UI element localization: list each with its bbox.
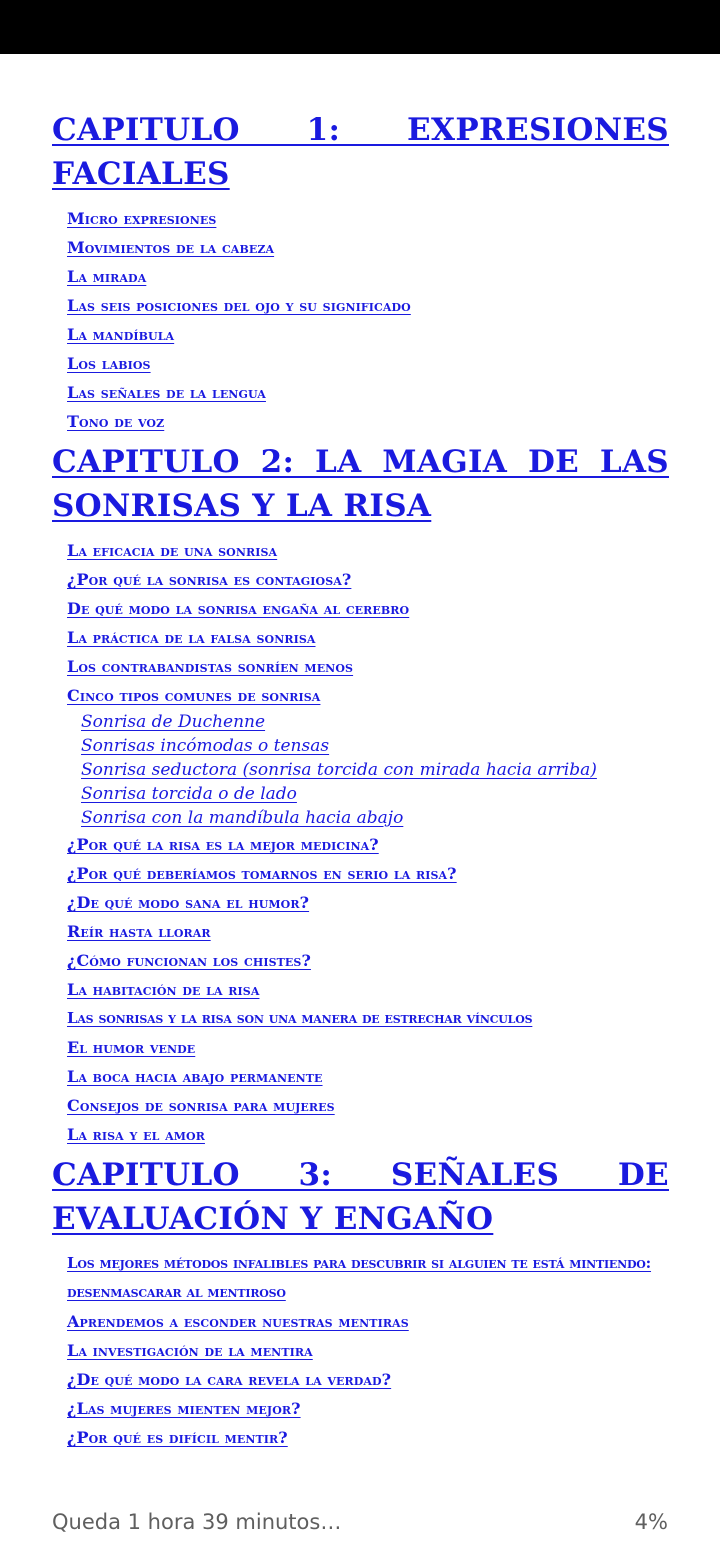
toc-section[interactable]: Consejos de sonrisa para mujeres	[67, 1096, 335, 1115]
toc-section[interactable]: ¿Cómo funcionan los chistes?	[67, 951, 311, 970]
toc-chapter-2[interactable]: CAPITULO 2: LA MAGIA DE LAS SONRISAS Y LA RISA	[52, 444, 669, 524]
toc-section[interactable]: Los mejores métodos infalibles para descubrir si alguien te está mintiendo: desenmascarar al mentiroso	[67, 1254, 652, 1301]
toc-section[interactable]: Tono de voz	[67, 412, 165, 431]
toc-section[interactable]: ¿Por qué la risa es la mejor medicina?	[67, 835, 379, 854]
toc-section[interactable]: La boca hacia abajo permanente	[67, 1067, 323, 1086]
progress-percent: 4%	[634, 1510, 668, 1534]
toc-section[interactable]: La mandíbula	[67, 325, 175, 344]
toc-section[interactable]: La investigación de la mentira	[67, 1341, 313, 1360]
toc-subsection[interactable]: Sonrisa seductora (sonrisa torcida con mirada hacia arriba)	[81, 760, 597, 780]
toc-section[interactable]: Cinco tipos comunes de sonrisa	[67, 686, 321, 705]
toc-section[interactable]: Micro expresiones	[67, 209, 217, 228]
time-remaining: Queda 1 hora 39 minutos…	[52, 1510, 342, 1534]
toc-section[interactable]: La eficacia de una sonrisa	[67, 541, 278, 560]
toc-section[interactable]: ¿Por qué es difícil mentir?	[67, 1428, 288, 1447]
toc-section[interactable]: Las sonrisas y la risa son una manera de estrechar vínculos	[67, 1009, 533, 1027]
toc-subsection[interactable]: Sonrisas incómodas o tensas	[81, 736, 330, 756]
toc-section[interactable]: Los contrabandistas sonríen menos	[67, 657, 354, 676]
toc-section[interactable]: La práctica de la falsa sonrisa	[67, 628, 316, 647]
status-bar	[0, 0, 720, 54]
toc-section[interactable]: Las seis posiciones del ojo y su significado	[67, 296, 411, 315]
toc-section[interactable]: Los labios	[67, 354, 151, 373]
toc-section[interactable]: Movimientos de la cabeza	[67, 238, 275, 257]
toc-section[interactable]: El humor vende	[67, 1038, 196, 1057]
toc-section[interactable]: La mirada	[67, 267, 147, 286]
toc-section[interactable]: La risa y el amor	[67, 1125, 205, 1144]
toc-section[interactable]: De qué modo la sonrisa engaña al cerebro	[67, 599, 410, 618]
toc-subsection[interactable]: Sonrisa de Duchenne	[81, 712, 266, 732]
toc-section[interactable]: Las señales de la lengua	[67, 383, 266, 402]
toc-section[interactable]: ¿Por qué la sonrisa es contagiosa?	[67, 570, 352, 589]
toc-section[interactable]: ¿De qué modo sana el humor?	[67, 893, 310, 912]
toc-subsection[interactable]: Sonrisa con la mandíbula hacia abajo	[81, 808, 404, 828]
toc-section[interactable]: Reír hasta llorar	[67, 922, 211, 941]
toc-section[interactable]: La habitación de la risa	[67, 980, 260, 999]
toc-section[interactable]: Aprendemos a esconder nuestras mentiras	[67, 1312, 409, 1331]
toc-section[interactable]: ¿Por qué deberíamos tomarnos en serio la risa?	[67, 864, 457, 883]
toc-subsection[interactable]: Sonrisa torcida o de lado	[81, 784, 297, 804]
table-of-contents	[52, 108, 669, 1452]
toc-chapter-3[interactable]: CAPITULO 3: SEÑALES DE EVALUACIÓN Y ENGAÑO	[52, 1157, 669, 1237]
toc-section[interactable]: ¿De qué modo la cara revela la verdad?	[67, 1370, 392, 1389]
toc-chapter-1[interactable]: CAPITULO 1: EXPRESIONES FACIALES	[52, 112, 669, 192]
reading-progress-footer	[52, 1506, 668, 1538]
toc-section[interactable]: ¿Las mujeres mienten mejor?	[67, 1399, 301, 1418]
